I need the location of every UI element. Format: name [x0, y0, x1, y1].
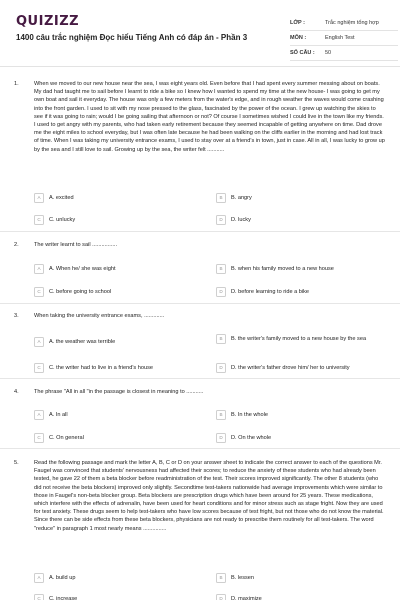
option-letter-box: A [34, 573, 44, 583]
option-letter-box: D [216, 363, 226, 373]
option-text: B. lessen [231, 574, 255, 581]
option-text: C. unlucky [49, 216, 76, 223]
question-text: Read the following passage and mark the letter A, B, C or D on your answer sheet to indicate the correct answer to each of the questions Mr. Faugel was convinced that students' nervousness had affected their scores; to reduce the anxiety of these students who had already been tested, he gave 22 of them a beta blocker before readministration of the test. Their scores improved significantly. The other 8 students (who did not receive the beta blockers) improved only slightly. Secondtime test-takers nationwide had average improvements which were similar to those in Faugel's non-beta blocker group. Beta blockers are prescription drugs which have been around for 25 years. These medications, which interfere with the effects of adrenalin, have been used for heart conditions and for minor stress such as stage fright. Now they are used for test anxiety. These drugs seem to help test-takers who have low scores because of test fright, but not those who do not know the material. Since there can be side effects from these beta blockers, physicians are not ready to prescribe them routinely for all test-takers. The word "reduce" in paragraph 1 most nearly means ............... [34, 460, 384, 532]
option-text: A. When he/ she was eight [49, 265, 116, 272]
question-number: 5. [14, 460, 19, 466]
option-letter-box: B [216, 573, 226, 583]
option-c[interactable] [34, 215, 199, 225]
meta-value-class: Trắc nghiệm tổng hợp [325, 20, 379, 26]
meta-value-count: 50 [325, 50, 332, 56]
option-b[interactable] [216, 264, 381, 274]
option-b[interactable] [216, 193, 381, 203]
option-letter-box: C [34, 363, 44, 373]
option-letter-box: D [216, 215, 226, 225]
worksheet-title: 1400 câu trắc nghiệm Đọc hiểu Tiếng Anh có đáp án - Phần 3 [16, 33, 248, 42]
question-divider [0, 448, 400, 449]
option-d[interactable] [216, 594, 381, 600]
question-number: 1. [14, 81, 19, 87]
option-a[interactable] [34, 573, 199, 583]
worksheet-header [0, 0, 400, 67]
option-d[interactable] [216, 433, 381, 443]
question-text: The writer learnt to sail ................ [34, 242, 117, 248]
option-letter-box: B [216, 410, 226, 420]
meta-key-count: SỐ CÂU : [290, 50, 315, 56]
option-letter-box: D [216, 594, 226, 600]
option-text: D. On the whole [231, 434, 272, 441]
option-text: B. angry [231, 194, 252, 201]
option-d[interactable] [216, 215, 381, 225]
meta-row-class [290, 16, 398, 31]
option-text: A. the weather was terrible [49, 338, 116, 345]
option-letter-box: D [216, 433, 226, 443]
option-d[interactable] [216, 363, 381, 373]
question-number: 3. [14, 313, 19, 319]
option-c[interactable] [34, 363, 199, 373]
option-text: A. In all [49, 411, 68, 418]
option-text: D. lucky [231, 216, 251, 223]
question-number: 2. [14, 242, 19, 248]
option-letter-box: A [34, 337, 44, 347]
option-text: B. In the whole [231, 411, 269, 418]
meta-key-subject: MÔN : [290, 35, 307, 41]
option-c[interactable] [34, 433, 199, 443]
option-text: D. maximize [231, 595, 262, 600]
meta-value-subject: English Test [325, 35, 355, 41]
option-c[interactable] [34, 287, 199, 297]
option-letter-box: B [216, 193, 226, 203]
option-text: C. increase [49, 595, 78, 600]
question-number: 4. [14, 389, 19, 395]
option-a[interactable] [34, 264, 199, 274]
option-c[interactable] [34, 594, 199, 600]
meta-row-subject [290, 31, 398, 46]
option-text: A. excited [49, 194, 74, 201]
option-letter-box: B [216, 264, 226, 274]
question-divider [0, 303, 400, 304]
option-letter-box: C [34, 433, 44, 443]
option-a[interactable] [34, 410, 199, 420]
option-b[interactable] [216, 410, 381, 420]
question-text: When taking the university entrance exams, ............. [34, 313, 165, 319]
question-text: The phrase "All in all "in the passage is closest in meaning to ........... [34, 389, 204, 395]
meta-row-count [290, 46, 398, 61]
option-text: C. before going to school [49, 288, 112, 295]
option-letter-box: A [34, 410, 44, 420]
option-text: A. build up [49, 574, 76, 581]
option-letter-box: D [216, 287, 226, 297]
quizizz-logo: QUIZIZZ [16, 14, 80, 29]
option-letter-box: B [216, 334, 226, 344]
option-letter-box: C [34, 594, 44, 600]
option-text: C. On general [49, 434, 84, 441]
option-b[interactable] [216, 334, 381, 344]
question-divider [0, 378, 400, 379]
meta-key-class: LỚP : [290, 20, 305, 26]
option-text: B. when his family moved to a new house [231, 265, 334, 272]
option-letter-box: A [34, 193, 44, 203]
option-text: D. the writer's father drove him/ her to university [231, 364, 350, 371]
worksheet-meta [290, 16, 398, 61]
option-text: C. the writer had to live in a friend's house [49, 364, 153, 371]
question-text: When we moved to our new house near the sea, I was eight years old. Even before that I had spent every summer messing about on boats. My dad had taught me to sail before I learnt to ride a bike so I knew how I wanted to spend my time at the new house- I was going to get my own boat and sail it everyday. The house was only a few meters from the water's edge, and in rough weather the waves would come crashing into the front garden. I used to sit with my nose pressed to the glass, fascinated by the power of the ocean. I grew up watching the skies to see if it was going to rain; would I be going sailing that afternoon or not? Of course I sometimes wished I could live in the town like my friends. I used to get angry with my parents, who had taken early retirement because they seemed incapable of getting anywhere on time. Dad drove me the eight miles to school everyday, but I was often late because he had been walking on the cliffs earlier in the morning and had lost track of time. When I was taking my university entrance exams, I used to stay over at a friend's in town, just in case. All in all, I was lucky to grow up by the sea and I still love to sail. Growing up by the sea, the writer felt ........... [34, 81, 385, 153]
option-text: B. the writer's family moved to a new house by the sea [231, 335, 367, 342]
option-letter-box: C [34, 215, 44, 225]
option-text: D. before learning to ride a bike [231, 288, 310, 295]
question-divider [0, 231, 400, 232]
option-d[interactable] [216, 287, 381, 297]
option-letter-box: A [34, 264, 44, 274]
option-a[interactable] [34, 337, 199, 347]
option-letter-box: C [34, 287, 44, 297]
option-b[interactable] [216, 573, 381, 583]
option-a[interactable] [34, 193, 199, 203]
